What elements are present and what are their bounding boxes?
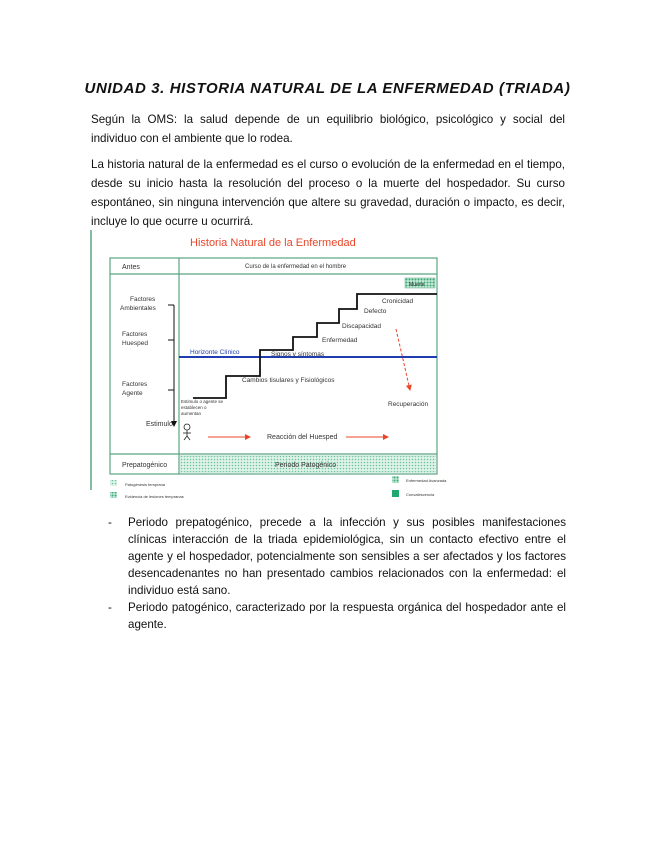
label-factores-agente-1: Factores (122, 381, 148, 388)
legend-l3: Enfermedad Avanzada (406, 478, 447, 483)
historia-natural-figure (90, 230, 470, 505)
label-factores-agente-2: Agente (122, 390, 143, 397)
label-factores-huesped-1: Factores (122, 331, 148, 338)
legend-swatch-2 (110, 492, 117, 498)
step-muerte: Muerte (409, 282, 425, 288)
label-factores-ambientales-1: Factores (130, 296, 156, 303)
legend-l1: Patogénesis temprana (125, 482, 166, 487)
label-estimulo: Estimulo (146, 421, 173, 428)
label-factores-huesped-2: Huesped (122, 340, 149, 347)
header-antes: Antes (122, 264, 140, 271)
stimulus-note-1: Estimulo o agente se (181, 399, 224, 404)
recuperacion-arrow (396, 329, 410, 390)
legend-swatch-4 (392, 490, 399, 497)
legend-l2: Evidencia de lesiones tempranas (125, 494, 184, 499)
person-icon (183, 424, 191, 440)
bullet-text-prepatogenico: Periodo prepatogénico, precede a la infección y sus posibles manifestaciones clínicas interacción de la triada epidemiológica, sin un contacto efectivo entre el agente y el hospedador, potencialmente son sensibles a ser afectados y los factores desencadenantes no han presentado cambios relacionados con la enfermedad: el individuo está sano. (128, 516, 566, 597)
step-enfermedad: Enfermedad (322, 337, 358, 344)
legend-swatch-1 (110, 480, 117, 486)
horizon-label: Horizonte Clínico (190, 349, 240, 356)
legend-swatch-3 (392, 476, 399, 483)
step-signos: Signos y síntomas (271, 351, 325, 358)
step-discapacidad: Discapacidad (342, 323, 382, 330)
paragraph-historia-natural: La historia natural de la enfermedad es el curso o evolución de la enfermedad en el tiempo, desde su inicio hasta la resolución del proceso o la muerte del hospedador. Su curso espontáneo, sin ninguna intervención que altere su gravedad, duración o impacto, es decir, incluye lo que ocurre u ocurrirá. (91, 158, 565, 228)
stimulus-note-3: aumentan (181, 411, 202, 416)
header-curso: Curso de la enfermedad en el hombre (245, 264, 347, 270)
step-defecto: Defecto (364, 308, 387, 315)
footer-prepatogenico: Prepatogénico (122, 462, 168, 469)
figure-frame (110, 258, 437, 474)
recuperacion-label: Recuperación (388, 401, 429, 408)
figure-title: Historia Natural de la Enfermedad (190, 237, 356, 249)
label-factores-ambientales-2: Ambientales (120, 305, 156, 312)
footer-patogenico: Periodo Patogénico (275, 462, 337, 469)
historia-natural-diagram (90, 230, 470, 505)
step-cronicidad: Cronicidad (382, 298, 414, 305)
reaccion-label: Reacción del Huesped (267, 434, 338, 441)
step-cambios: Cambios tisulares y Fisiológicos (242, 377, 335, 384)
legend-l4: Convalescencia (406, 492, 435, 497)
bullet-marker: - (108, 516, 112, 529)
bullet-marker: - (108, 601, 112, 614)
list-item (108, 599, 566, 633)
stimulus-note-2: establecen o (181, 405, 207, 410)
page-title: UNIDAD 3. HISTORIA NATURAL DE LA ENFERMEDAD (TRIADA) (84, 80, 571, 97)
list-item (108, 514, 566, 599)
periods-list (108, 514, 566, 633)
bullet-text-patogenico: Periodo patogénico, caracterizado por la respuesta orgánica del hospedador ante el agente. (128, 601, 566, 631)
paragraph-oms: Según la OMS: la salud depende de un equilibrio biológico, psicológico y social del individuo con el ambiente que lo rodea. (91, 113, 565, 145)
